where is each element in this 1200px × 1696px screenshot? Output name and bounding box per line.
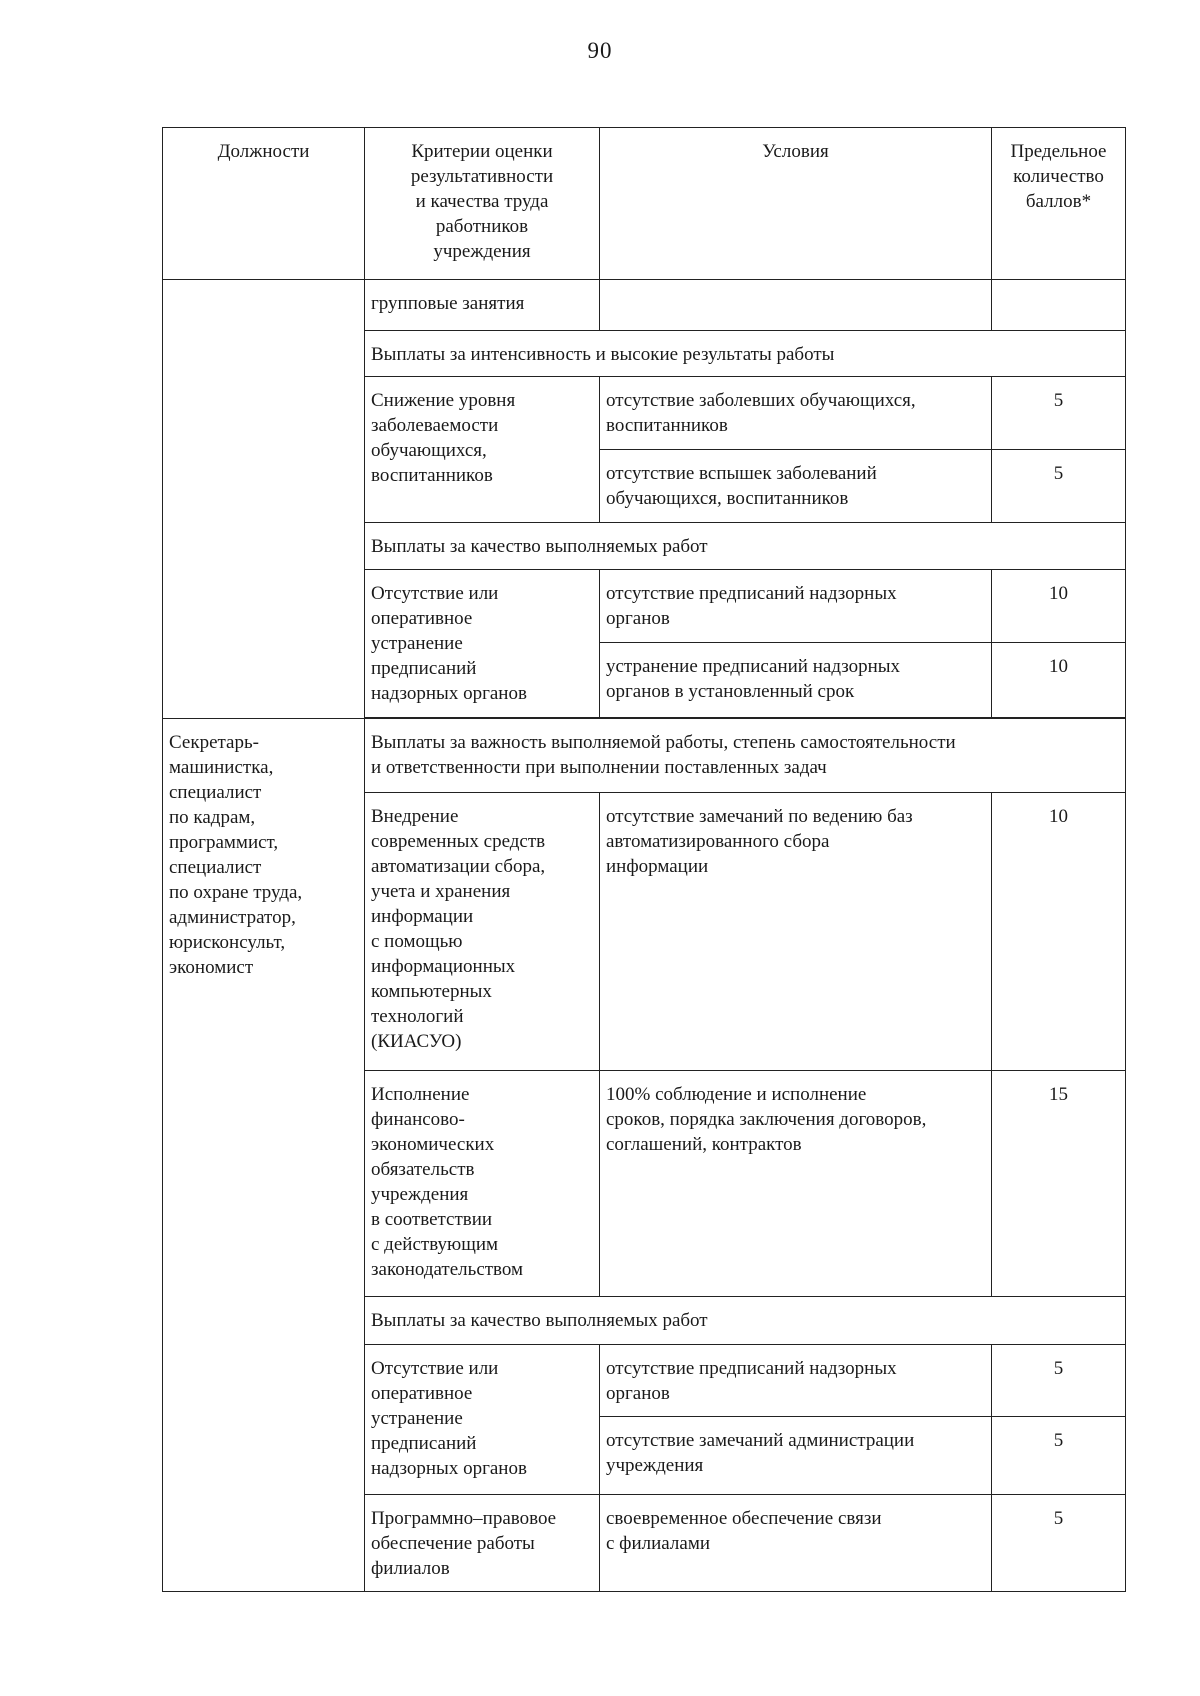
positions-cell-empty bbox=[163, 280, 365, 719]
points-cell: 10 bbox=[992, 643, 1126, 718]
points-cell: 5 bbox=[992, 1345, 1126, 1417]
conditions-cell: своевременное обеспечение связи с филиалами bbox=[600, 1495, 992, 1592]
criteria-cell: Отсутствие или оперативное устранение предписаний надзорных органов bbox=[365, 570, 600, 718]
points-cell: 15 bbox=[992, 1071, 1126, 1297]
section-title: Выплаты за интенсивность и высокие результаты работы bbox=[365, 331, 1126, 377]
criteria-cell: групповые занятия bbox=[365, 280, 600, 331]
criteria-table bbox=[162, 127, 1126, 1592]
points-cell-empty bbox=[992, 280, 1126, 331]
section-title: Выплаты за качество выполняемых работ bbox=[365, 1297, 1126, 1345]
header-criteria: Критерии оценки результативности и качества труда работников учреждения bbox=[365, 128, 600, 280]
header-positions: Должности bbox=[163, 128, 365, 280]
points-cell: 5 bbox=[992, 1495, 1126, 1592]
conditions-cell-empty bbox=[600, 280, 992, 331]
conditions-cell: отсутствие предписаний надзорных органов bbox=[600, 570, 992, 643]
page-number: 90 bbox=[587, 38, 613, 63]
criteria-cell: Снижение уровня заболеваемости обучающихся, воспитанников bbox=[365, 377, 600, 523]
positions-cell: Секретарь- машинистка, специалист по кадрам, программист, специалист по охране труда, администратор, юрисконсульт, экономист bbox=[163, 719, 365, 1592]
table-header-row bbox=[163, 128, 1126, 280]
table-row bbox=[163, 280, 1126, 331]
points-cell: 10 bbox=[992, 570, 1126, 643]
conditions-cell: 100% соблюдение и исполнение сроков, порядка заключения договоров, соглашений, контрактов bbox=[600, 1071, 992, 1297]
conditions-cell: устранение предписаний надзорных органов в установленный срок bbox=[600, 643, 992, 718]
section-title: Выплаты за важность выполняемой работы, степень самостоятельности и ответственности при выполнении поставленных задач bbox=[365, 719, 1126, 793]
criteria-cell: Внедрение современных средств автоматизации сбора, учета и хранения информации с помощью информационных компьютерных технологий (КИАСУО) bbox=[365, 793, 600, 1071]
points-cell: 10 bbox=[992, 793, 1126, 1071]
section-row bbox=[163, 719, 1126, 793]
criteria-cell: Исполнение финансово- экономических обязательств учреждения в соответствии с действующим законодательством bbox=[365, 1071, 600, 1297]
conditions-cell: отсутствие замечаний администрации учреждения bbox=[600, 1417, 992, 1495]
conditions-cell: отсутствие вспышек заболеваний обучающихся, воспитанников bbox=[600, 450, 992, 523]
points-cell: 5 bbox=[992, 450, 1126, 523]
section-title: Выплаты за качество выполняемых работ bbox=[365, 523, 1126, 570]
conditions-cell: отсутствие заболевших обучающихся, воспитанников bbox=[600, 377, 992, 450]
header-conditions: Условия bbox=[600, 128, 992, 280]
header-max-points: Предельное количество баллов* bbox=[992, 128, 1126, 280]
criteria-cell: Отсутствие или оперативное устранение предписаний надзорных органов bbox=[365, 1345, 600, 1495]
points-cell: 5 bbox=[992, 1417, 1126, 1495]
criteria-cell: Программно–правовое обеспечение работы филиалов bbox=[365, 1495, 600, 1592]
conditions-cell: отсутствие замечаний по ведению баз автоматизированного сбора информации bbox=[600, 793, 992, 1071]
points-cell: 5 bbox=[992, 377, 1126, 450]
conditions-cell: отсутствие предписаний надзорных органов bbox=[600, 1345, 992, 1417]
